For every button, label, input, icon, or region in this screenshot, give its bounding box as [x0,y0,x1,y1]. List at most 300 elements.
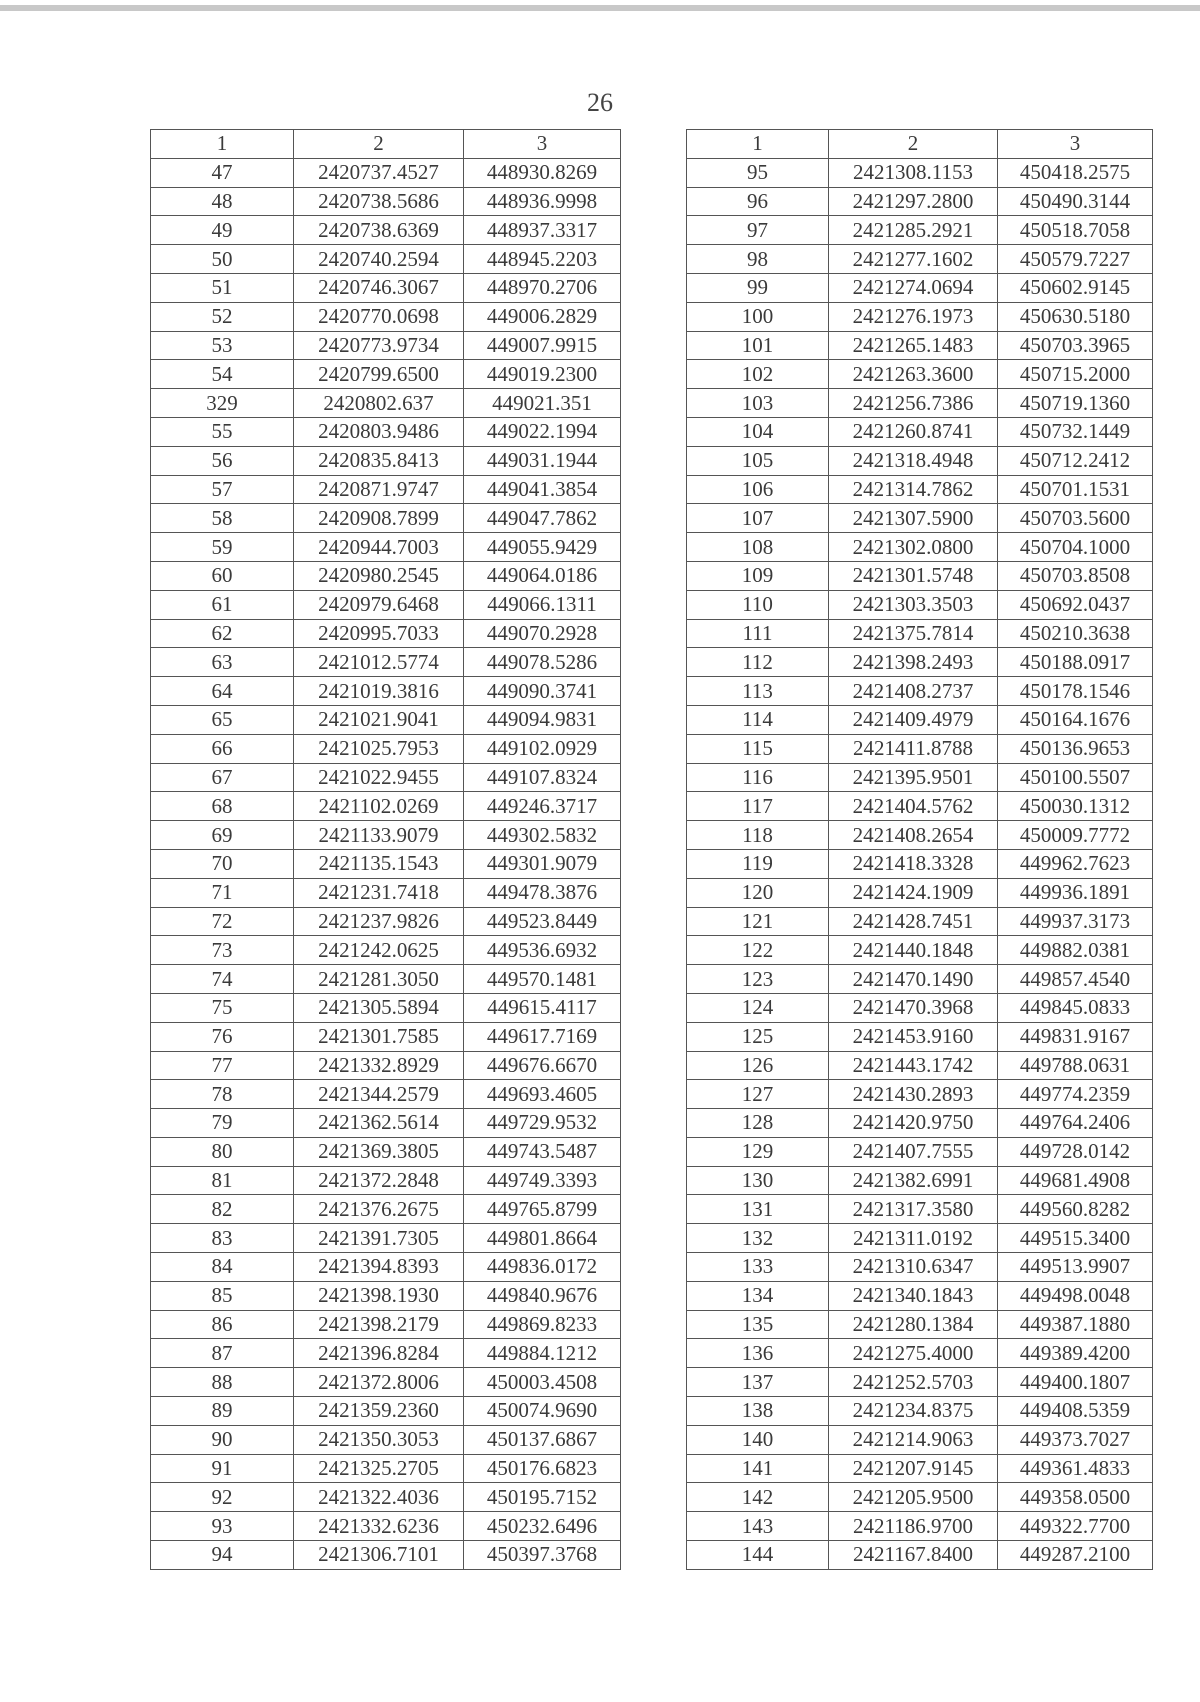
y-coordinate-cell: 449041.3854 [464,475,621,504]
column-header-2: 2 [294,130,464,159]
table-row [151,1224,621,1253]
table-row [151,446,621,475]
y-coordinate-cell: 449764.2406 [998,1109,1153,1138]
table-row [687,907,1153,936]
point-number-cell: 67 [151,763,294,792]
y-coordinate-cell: 449884.1212 [464,1339,621,1368]
table-row [151,1541,621,1570]
y-coordinate-cell: 450210.3638 [998,619,1153,648]
y-coordinate-cell: 450003.4508 [464,1368,621,1397]
x-coordinate-cell: 2421285.2921 [829,216,998,245]
point-number-cell: 101 [687,331,829,360]
x-coordinate-cell: 2421205.9500 [829,1483,998,1512]
point-number-cell: 78 [151,1080,294,1109]
y-coordinate-cell: 450232.6496 [464,1512,621,1541]
x-coordinate-cell: 2421133.9079 [294,821,464,850]
x-coordinate-cell: 2421237.9826 [294,907,464,936]
table-row [687,849,1153,878]
x-coordinate-cell: 2420746.3067 [294,273,464,302]
x-coordinate-cell: 2421135.1543 [294,849,464,878]
x-coordinate-cell: 2421420.9750 [829,1109,998,1138]
point-number-cell: 65 [151,705,294,734]
x-coordinate-cell: 2421372.2848 [294,1166,464,1195]
x-coordinate-cell: 2421306.7101 [294,1541,464,1570]
header-row [687,130,1153,159]
table-row [151,1483,621,1512]
table-row [151,1166,621,1195]
point-number-cell: 70 [151,849,294,878]
y-coordinate-cell: 449617.7169 [464,1022,621,1051]
x-coordinate-cell: 2421340.1843 [829,1281,998,1310]
y-coordinate-cell: 449513.9907 [998,1253,1153,1282]
point-number-cell: 66 [151,734,294,763]
x-coordinate-cell: 2421256.7386 [829,389,998,418]
table-row [151,619,621,648]
y-coordinate-cell: 449515.3400 [998,1224,1153,1253]
point-number-cell: 82 [151,1195,294,1224]
point-number-cell: 108 [687,533,829,562]
point-number-cell: 73 [151,936,294,965]
y-coordinate-cell: 449882.0381 [998,936,1153,965]
y-coordinate-cell: 450418.2575 [998,158,1153,187]
table-row [687,1224,1153,1253]
point-number-cell: 126 [687,1051,829,1080]
x-coordinate-cell: 2420799.6500 [294,360,464,389]
x-coordinate-cell: 2421350.3053 [294,1425,464,1454]
x-coordinate-cell: 2420908.7899 [294,504,464,533]
y-coordinate-cell: 449102.0929 [464,734,621,763]
x-coordinate-cell: 2421407.7555 [829,1137,998,1166]
y-coordinate-cell: 450397.3768 [464,1541,621,1570]
table-row [151,475,621,504]
y-coordinate-cell: 450164.1676 [998,705,1153,734]
y-coordinate-cell: 449560.8282 [998,1195,1153,1224]
point-number-cell: 88 [151,1368,294,1397]
table-row [687,734,1153,763]
table-row [687,389,1153,418]
y-coordinate-cell: 449006.2829 [464,302,621,331]
y-coordinate-cell: 449400.1807 [998,1368,1153,1397]
point-number-cell: 85 [151,1281,294,1310]
y-coordinate-cell: 450701.1531 [998,475,1153,504]
table-row [687,1425,1153,1454]
x-coordinate-cell: 2421214.9063 [829,1425,998,1454]
table-row [687,1051,1153,1080]
table-row [151,1281,621,1310]
y-coordinate-cell: 448970.2706 [464,273,621,302]
x-coordinate-cell: 2421409.4979 [829,705,998,734]
point-number-cell: 84 [151,1253,294,1282]
point-number-cell: 55 [151,417,294,446]
x-coordinate-cell: 2421317.3580 [829,1195,998,1224]
table-row [151,705,621,734]
table-row [151,1397,621,1426]
x-coordinate-cell: 2421276.1973 [829,302,998,331]
x-coordinate-cell: 2421443.1742 [829,1051,998,1080]
point-number-cell: 124 [687,993,829,1022]
y-coordinate-cell: 449302.5832 [464,821,621,850]
point-number-cell: 52 [151,302,294,331]
point-number-cell: 98 [687,245,829,274]
point-number-cell: 144 [687,1541,829,1570]
table-row [151,533,621,562]
point-number-cell: 135 [687,1310,829,1339]
point-number-cell: 76 [151,1022,294,1051]
table-row [151,1253,621,1282]
table-row [687,1166,1153,1195]
point-number-cell: 120 [687,878,829,907]
y-coordinate-cell: 449070.2928 [464,619,621,648]
point-number-cell: 58 [151,504,294,533]
y-coordinate-cell: 449019.2300 [464,360,621,389]
y-coordinate-cell: 450692.0437 [998,590,1153,619]
table-row [151,677,621,706]
point-number-cell: 329 [151,389,294,418]
table-row [151,821,621,850]
x-coordinate-cell: 2421025.7953 [294,734,464,763]
y-coordinate-cell: 450602.9145 [998,273,1153,302]
x-coordinate-cell: 2420802.637 [294,389,464,418]
point-number-cell: 48 [151,187,294,216]
table-row [687,302,1153,331]
top-border-rule [0,5,1200,11]
x-coordinate-cell: 2421102.0269 [294,792,464,821]
y-coordinate-cell: 448936.9998 [464,187,621,216]
table-row [687,1397,1153,1426]
point-number-cell: 61 [151,590,294,619]
x-coordinate-cell: 2421418.3328 [829,849,998,878]
table-row [151,417,621,446]
table-row [687,1281,1153,1310]
x-coordinate-cell: 2420835.8413 [294,446,464,475]
table-row [687,1253,1153,1282]
x-coordinate-cell: 2421252.5703 [829,1368,998,1397]
point-number-cell: 107 [687,504,829,533]
y-coordinate-cell: 449774.2359 [998,1080,1153,1109]
y-coordinate-cell: 449962.7623 [998,849,1153,878]
point-number-cell: 133 [687,1253,829,1282]
y-coordinate-cell: 449064.0186 [464,561,621,590]
y-coordinate-cell: 449681.4908 [998,1166,1153,1195]
point-number-cell: 47 [151,158,294,187]
table-row [151,878,621,907]
table-row [687,1368,1153,1397]
table-row [687,1137,1153,1166]
x-coordinate-cell: 2421362.5614 [294,1109,464,1138]
table-row [687,965,1153,994]
x-coordinate-cell: 2421263.3600 [829,360,998,389]
y-coordinate-cell: 449857.4540 [998,965,1153,994]
point-number-cell: 123 [687,965,829,994]
point-number-cell: 117 [687,792,829,821]
x-coordinate-cell: 2421260.8741 [829,417,998,446]
table-row [151,158,621,187]
y-coordinate-cell: 450703.5600 [998,504,1153,533]
page-number: 26 [587,88,613,117]
table-row [151,216,621,245]
table-row [687,216,1153,245]
table-row [151,1022,621,1051]
point-number-cell: 129 [687,1137,829,1166]
point-number-cell: 62 [151,619,294,648]
point-number-cell: 112 [687,648,829,677]
point-number-cell: 77 [151,1051,294,1080]
point-number-cell: 113 [687,677,829,706]
x-coordinate-cell: 2421470.3968 [829,993,998,1022]
y-coordinate-cell: 449498.0048 [998,1281,1153,1310]
table-row [687,1454,1153,1483]
table-row [687,417,1153,446]
table-row [687,561,1153,590]
point-number-cell: 127 [687,1080,829,1109]
point-number-cell: 50 [151,245,294,274]
x-coordinate-cell: 2420738.5686 [294,187,464,216]
y-coordinate-cell: 450195.7152 [464,1483,621,1512]
table-row [151,504,621,533]
x-coordinate-cell: 2420737.4527 [294,158,464,187]
x-coordinate-cell: 2421470.1490 [829,965,998,994]
table-row [151,245,621,274]
point-number-cell: 68 [151,792,294,821]
x-coordinate-cell: 2421314.7862 [829,475,998,504]
point-number-cell: 80 [151,1137,294,1166]
table-row [687,1512,1153,1541]
x-coordinate-cell: 2420773.9734 [294,331,464,360]
table-row [687,677,1153,706]
point-number-cell: 130 [687,1166,829,1195]
table-row [151,561,621,590]
x-coordinate-cell: 2421325.2705 [294,1454,464,1483]
coordinates-table-left [150,129,621,1570]
x-coordinate-cell: 2421318.4948 [829,446,998,475]
y-coordinate-cell: 449022.1994 [464,417,621,446]
y-coordinate-cell: 448937.3317 [464,216,621,245]
y-coordinate-cell: 449478.3876 [464,878,621,907]
y-coordinate-cell: 449287.2100 [998,1541,1153,1570]
table-row [687,533,1153,562]
y-coordinate-cell: 450712.2412 [998,446,1153,475]
point-number-cell: 106 [687,475,829,504]
table-row [151,302,621,331]
point-number-cell: 75 [151,993,294,1022]
x-coordinate-cell: 2421430.2893 [829,1080,998,1109]
column-header-1: 1 [687,130,829,159]
x-coordinate-cell: 2421305.5894 [294,993,464,1022]
x-coordinate-cell: 2420871.9747 [294,475,464,504]
table-row [687,993,1153,1022]
y-coordinate-cell: 450518.7058 [998,216,1153,245]
point-number-cell: 96 [687,187,829,216]
y-coordinate-cell: 449246.3717 [464,792,621,821]
table-row [687,158,1153,187]
x-coordinate-cell: 2421277.1602 [829,245,998,274]
point-number-cell: 74 [151,965,294,994]
point-number-cell: 100 [687,302,829,331]
y-coordinate-cell: 450703.8508 [998,561,1153,590]
x-coordinate-cell: 2421408.2654 [829,821,998,850]
point-number-cell: 119 [687,849,829,878]
x-coordinate-cell: 2420770.0698 [294,302,464,331]
point-number-cell: 125 [687,1022,829,1051]
x-coordinate-cell: 2421234.8375 [829,1397,998,1426]
point-number-cell: 57 [151,475,294,504]
point-number-cell: 97 [687,216,829,245]
x-coordinate-cell: 2421311.0192 [829,1224,998,1253]
y-coordinate-cell: 449840.9676 [464,1281,621,1310]
y-coordinate-cell: 449090.3741 [464,677,621,706]
y-coordinate-cell: 450009.7772 [998,821,1153,850]
point-number-cell: 141 [687,1454,829,1483]
y-coordinate-cell: 450137.6867 [464,1425,621,1454]
x-coordinate-cell: 2421302.0800 [829,533,998,562]
y-coordinate-cell: 449536.6932 [464,936,621,965]
y-coordinate-cell: 449408.5359 [998,1397,1153,1426]
table-row [151,1080,621,1109]
x-coordinate-cell: 2421359.2360 [294,1397,464,1426]
column-header-3: 3 [998,130,1153,159]
point-number-cell: 116 [687,763,829,792]
x-coordinate-cell: 2421394.8393 [294,1253,464,1282]
table-row [151,389,621,418]
point-number-cell: 93 [151,1512,294,1541]
x-coordinate-cell: 2421332.8929 [294,1051,464,1080]
y-coordinate-cell: 449031.1944 [464,446,621,475]
x-coordinate-cell: 2421322.4036 [294,1483,464,1512]
table-row [151,734,621,763]
table-row [151,187,621,216]
x-coordinate-cell: 2421021.9041 [294,705,464,734]
x-coordinate-cell: 2421301.5748 [829,561,998,590]
x-coordinate-cell: 2421369.3805 [294,1137,464,1166]
point-number-cell: 64 [151,677,294,706]
x-coordinate-cell: 2421398.2179 [294,1310,464,1339]
x-coordinate-cell: 2420995.7033 [294,619,464,648]
y-coordinate-cell: 449845.0833 [998,993,1153,1022]
table-row [151,792,621,821]
point-number-cell: 81 [151,1166,294,1195]
point-number-cell: 143 [687,1512,829,1541]
y-coordinate-cell: 449570.1481 [464,965,621,994]
y-coordinate-cell: 450136.9653 [998,734,1153,763]
x-coordinate-cell: 2421308.1153 [829,158,998,187]
x-coordinate-cell: 2421398.2493 [829,648,998,677]
point-number-cell: 60 [151,561,294,590]
table-row [151,1195,621,1224]
table-row [151,360,621,389]
point-number-cell: 54 [151,360,294,389]
x-coordinate-cell: 2421275.4000 [829,1339,998,1368]
x-coordinate-cell: 2421022.9455 [294,763,464,792]
x-coordinate-cell: 2421186.9700 [829,1512,998,1541]
x-coordinate-cell: 2421408.2737 [829,677,998,706]
x-coordinate-cell: 2421440.1848 [829,936,998,965]
point-number-cell: 109 [687,561,829,590]
y-coordinate-cell: 450719.1360 [998,389,1153,418]
x-coordinate-cell: 2421280.1384 [829,1310,998,1339]
table-row [151,331,621,360]
table-row [687,763,1153,792]
point-number-cell: 137 [687,1368,829,1397]
x-coordinate-cell: 2420979.6468 [294,590,464,619]
table-row [687,1483,1153,1512]
point-number-cell: 122 [687,936,829,965]
table-row [151,1512,621,1541]
point-number-cell: 90 [151,1425,294,1454]
point-number-cell: 72 [151,907,294,936]
y-coordinate-cell: 450715.2000 [998,360,1153,389]
y-coordinate-cell: 449322.7700 [998,1512,1153,1541]
coordinates-table-right [686,129,1153,1570]
x-coordinate-cell: 2421242.0625 [294,936,464,965]
table-row [687,1541,1153,1570]
y-coordinate-cell: 449615.4117 [464,993,621,1022]
y-coordinate-cell: 450030.1312 [998,792,1153,821]
y-coordinate-cell: 449389.4200 [998,1339,1153,1368]
x-coordinate-cell: 2421297.2800 [829,187,998,216]
x-coordinate-cell: 2420740.2594 [294,245,464,274]
y-coordinate-cell: 450630.5180 [998,302,1153,331]
table-row [151,273,621,302]
point-number-cell: 51 [151,273,294,302]
table-row [151,936,621,965]
point-number-cell: 79 [151,1109,294,1138]
table-row [151,1425,621,1454]
point-number-cell: 121 [687,907,829,936]
y-coordinate-cell: 449047.7862 [464,504,621,533]
table-row [687,360,1153,389]
point-number-cell: 115 [687,734,829,763]
point-number-cell: 71 [151,878,294,907]
x-coordinate-cell: 2420803.9486 [294,417,464,446]
y-coordinate-cell: 449387.1880 [998,1310,1153,1339]
table-row [151,1339,621,1368]
point-number-cell: 59 [151,533,294,562]
y-coordinate-cell: 450176.6823 [464,1454,621,1483]
table-row [151,1109,621,1138]
table-row [687,936,1153,965]
point-number-cell: 87 [151,1339,294,1368]
point-number-cell: 91 [151,1454,294,1483]
table-row [687,504,1153,533]
table-row [687,1109,1153,1138]
y-coordinate-cell: 450703.3965 [998,331,1153,360]
table-row [687,1339,1153,1368]
y-coordinate-cell: 449937.3173 [998,907,1153,936]
x-coordinate-cell: 2421404.5762 [829,792,998,821]
y-coordinate-cell: 450188.0917 [998,648,1153,677]
y-coordinate-cell: 450100.5507 [998,763,1153,792]
x-coordinate-cell: 2421382.6991 [829,1166,998,1195]
y-coordinate-cell: 449936.1891 [998,878,1153,907]
x-coordinate-cell: 2421411.8788 [829,734,998,763]
table-row [687,1310,1153,1339]
y-coordinate-cell: 449107.8324 [464,763,621,792]
y-coordinate-cell: 449765.8799 [464,1195,621,1224]
table-row [151,1310,621,1339]
x-coordinate-cell: 2421012.5774 [294,648,464,677]
table-row [687,792,1153,821]
x-coordinate-cell: 2421395.9501 [829,763,998,792]
y-coordinate-cell: 449788.0631 [998,1051,1153,1080]
point-number-cell: 138 [687,1397,829,1426]
y-coordinate-cell: 449728.0142 [998,1137,1153,1166]
table-row [687,273,1153,302]
point-number-cell: 89 [151,1397,294,1426]
y-coordinate-cell: 448930.8269 [464,158,621,187]
table-row [687,821,1153,850]
y-coordinate-cell: 448945.2203 [464,245,621,274]
table-row [151,993,621,1022]
